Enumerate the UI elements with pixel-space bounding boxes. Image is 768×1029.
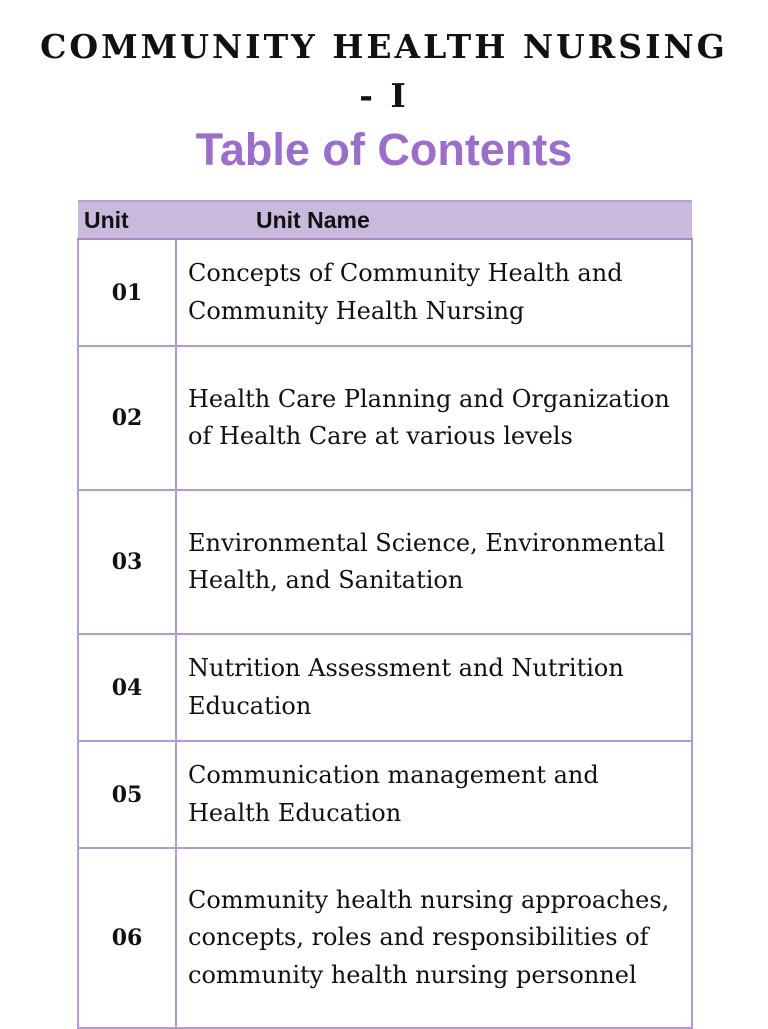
table-row	[78, 741, 692, 848]
table-row	[78, 634, 692, 741]
unit-number: 02	[78, 346, 176, 490]
unit-number: 05	[78, 741, 176, 848]
unit-number: 01	[78, 239, 176, 346]
unit-name: Concepts of Community Health and Community Health Nursing	[176, 239, 692, 346]
table-row	[78, 239, 692, 346]
unit-column-header: Unit	[78, 201, 176, 239]
unit-name-column-header: Unit Name	[176, 201, 692, 239]
table-row	[78, 848, 692, 1028]
unit-name: Community health nursing approaches, concepts, roles and responsibilities of community health nursing personnel	[176, 848, 692, 1028]
unit-name: Nutrition Assessment and Nutrition Education	[176, 634, 692, 741]
toc-table	[77, 200, 693, 1029]
toc-heading: Table of Contents	[195, 124, 573, 175]
unit-name: Health Care Planning and Organization of Health Care at various levels	[176, 346, 692, 490]
unit-name: Communication management and Health Education	[176, 741, 692, 848]
document-title: COMMUNITY HEALTH NURSING - I	[40, 27, 728, 115]
table-header-row	[78, 201, 692, 239]
unit-number: 04	[78, 634, 176, 741]
unit-number: 03	[78, 490, 176, 634]
unit-name: Environmental Science, Environmental Health, and Sanitation	[176, 490, 692, 634]
table-row	[78, 490, 692, 634]
table-row	[78, 346, 692, 490]
unit-number: 06	[78, 848, 176, 1028]
